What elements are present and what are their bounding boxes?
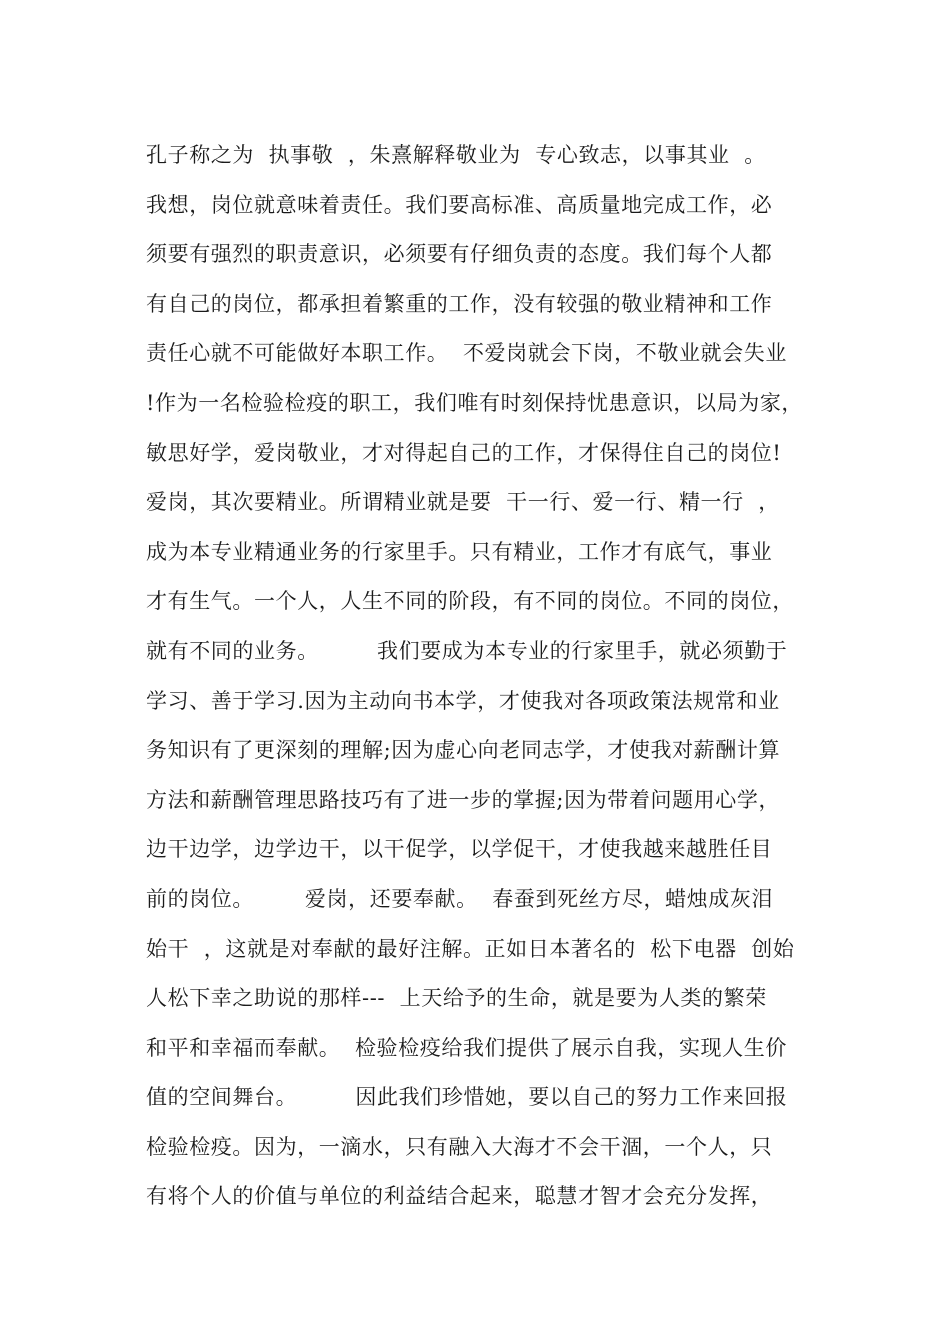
- document-body-text: [146, 131, 836, 1222]
- text-line: 前的岗位。 爱岗，还要奉献。 春蚕到死丝方尽，蜡烛成灰泪: [146, 886, 774, 911]
- text-line: 有自己的岗位，都承担着繁重的工作，没有较强的敬业精神和工作: [146, 291, 773, 316]
- text-line: 方法和薪酬管理思路技巧有了进一步的掌握;因为带着问题用心学，: [146, 787, 781, 812]
- text-line: 边干边学，边学边干，以干促学，以学促干，才使我越来越胜任目: [146, 837, 773, 862]
- text-line: 学习、善于学习.因为主动向书本学，才使我对各项政策法规常和业: [146, 688, 780, 713]
- text-line: 成为本专业精通业务的行家里手。只有精业，工作才有底气，事业: [146, 539, 773, 564]
- text-line: 责任心就不可能做好本职工作。 不爱岗就会下岗，不敬业就会失业: [146, 341, 787, 366]
- text-line: 孔子称之为 执事敬 ，朱熹解释敬业为 专心致志，以事其业 。: [146, 143, 766, 167]
- text-line: 我想，岗位就意味着责任。我们要高标准、高质量地完成工作，必: [146, 192, 773, 217]
- text-line: 人松下幸之助说的那样--- 上天给予的生命，就是要为人类的繁荣: [146, 986, 767, 1011]
- text-line: 值的空间舞台。 因此我们珍惜她，要以自己的努力工作来回报: [146, 1085, 788, 1110]
- text-line: 才有生气。一个人，人生不同的阶段，有不同的岗位。不同的岗位，: [146, 589, 794, 614]
- text-line: !作为一名检验检疫的职工，我们唯有时刻保持忧患意识，以局为家，: [146, 390, 804, 415]
- text-line: 有将个人的价值与单位的利益结合起来，聪慧才智才会充分发挥，: [146, 1184, 773, 1209]
- text-line: 务知识有了更深刻的理解;因为虚心向老同志学，才使我对薪酬计算: [146, 738, 781, 763]
- text-line: 和平和幸福而奉献。 检验检疫给我们提供了展示自我，实现人生价: [146, 1035, 787, 1060]
- text-line: 检验检疫。因为，一滴水，只有融入大海才不会干涸，一个人，只: [146, 1134, 773, 1159]
- text-line: 就有不同的业务。 我们要成为本专业的行家里手，就必须勤于: [146, 638, 788, 663]
- text-line: 爱岗，其次要精业。所谓精业就是要 干一行、爱一行、精一行 ，: [146, 490, 780, 515]
- text-line: 须要有强烈的职责意识，必须要有仔细负责的态度。我们每个人都: [146, 242, 773, 267]
- text-line: 始干 ，这就是对奉献的最好注解。正如日本著名的 松下电器 创始: [146, 936, 795, 961]
- text-line: 敏思好学，爱岗敬业，才对得起自己的工作，才保得住自己的岗位!: [146, 440, 782, 465]
